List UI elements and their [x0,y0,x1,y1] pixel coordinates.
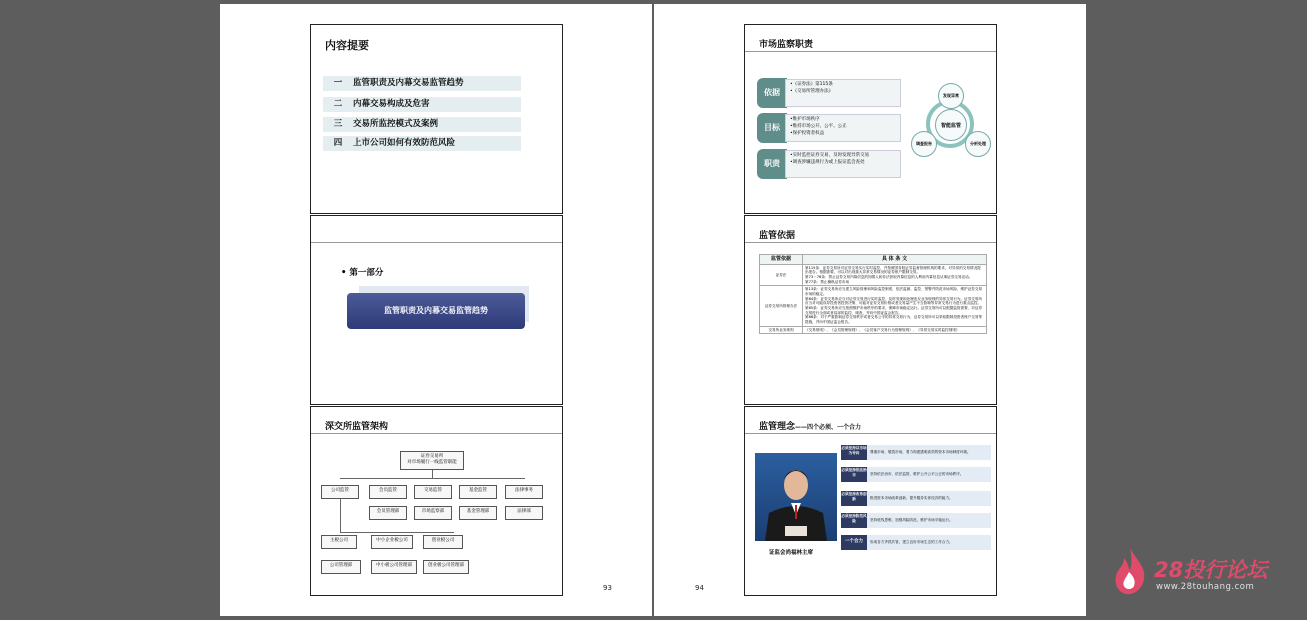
part-banner[interactable]: 监管职责及内幕交易监管趋势 [347,293,525,329]
slide-title: 监管理念——四个必须、一个合力 [759,422,862,432]
org-box: 创业板公司管理部 [423,560,469,574]
org-box: 法律事务 [505,485,543,499]
page-number: 93 [603,584,612,592]
toc-item[interactable]: 二 内幕交易构成及危害 [323,97,521,112]
connector [340,532,454,533]
title-rule [745,242,996,243]
table-row [760,286,987,326]
connector [340,478,525,479]
org-box: 中小企业板公司 [371,535,413,549]
title-rule [745,51,996,52]
concept-text: 推进资本市场改革创新，提升服务实体经济的能力。 [867,491,991,506]
org-box: 会员监管 [369,485,407,499]
slide-title: 内容提要 [325,39,369,52]
slide-part-one [310,215,563,405]
watermark-brand: 28投行论坛 [1154,558,1268,582]
concept-label: 必须坚持以市场为导向 [841,445,867,460]
org-box: 基金监管 [459,485,497,499]
column-header: 监管依据 [760,255,803,265]
desc-basis: •《证券法》第115条 •《交易所管理办法》 [785,79,901,107]
label-basis: 依据 [757,78,787,108]
concept-label: 一个合力 [841,535,867,550]
concept-label: 必须坚持防范风险 [841,513,867,528]
toc-item[interactable]: 四 上市公司如何有效防范风险 [323,136,521,151]
table-row [760,264,987,286]
org-box: 创业板公司 [423,535,463,549]
basis-cell: 证券法 [760,264,803,286]
desc-goal: •维护市场秩序 •维持市场公开、公平、公正 •保护投资者权益 [785,114,901,142]
column-header: 具 体 条 文 [803,255,987,265]
cycle-node: 分析处理 [965,131,991,157]
toc-item[interactable]: 一 监管职责及内幕交易监管趋势 [323,76,521,91]
connector [340,499,341,532]
slide-contents [310,24,563,214]
watermark [1112,544,1282,600]
concept-text: 尊重市场、敬畏市场，着力构建透明高效的资本市场制度环境。 [867,445,991,460]
cycle-node: 调查报告 [911,131,937,157]
slide-title: 深交所监管架构 [325,422,389,432]
org-root: 证券交易所 对市场履行一线监管职能 [400,451,464,470]
cycle-center: 智能监管 [935,109,967,141]
flame-logo-icon [1112,546,1148,596]
table-row [760,326,987,334]
concept-text: 形成各方齐抓共管，建立良好市场生态的工作合力。 [867,535,991,550]
concept-label: 必须坚持改革创新 [841,491,867,506]
table-header-row [760,255,987,265]
slide-title: 监管依据 [759,231,796,241]
org-box: 中小板公司管理部 [371,560,417,574]
concept-text: 坚持依法治市、依法监管，维护公开公平公正的市场秩序。 [867,467,991,482]
title-rule [745,433,996,434]
slide-duties [744,24,997,214]
basis-cell: 证券交易所管理办法 [760,286,803,326]
watermark-url: www.28touhang.com [1156,582,1255,592]
slide-regulatory-basis [744,215,997,405]
pdf-page-right [654,4,1086,616]
slide-org-chart [310,406,563,596]
basis-table [759,254,987,334]
toc-item[interactable]: 三 交易所监控模式及案例 [323,117,521,132]
slide-philosophy [744,406,997,596]
org-box: 主板公司 [321,535,357,549]
photo-caption: 证监会尚福林主席 [769,550,814,556]
org-box: 市场监察部 [414,506,452,520]
pdf-page-left [220,4,652,616]
clause-cell: 第13条：证券交易所应当建立风险管理和风险监控制度，依法监测、监控、预警并防范市场风险，维护证券交易市场的稳定。 第64条：证券交易所应当对证券交易进行实时监控，及时发现和处理违反业务规则的异常交易行为。证券交易所应当对可能误导投资者投资决策、可能对证券交易价格或者交易量产生不当影响等异常交易行为进行重点监控。 第65条：证券交易所应当按照维护市场秩序的要求，保障市场稳定运行。证券交易所可以根据监管需要，对证券交易进行全面或者局部的监控、调查，并向中国证监会报告。 第66条：对于严重影响证券交易秩序或者交易公平的异常交易行为，证券交易所可以采取限制投资者账户交易等措施，并向中国证监会报告。 [803,286,987,326]
label-goal: 目标 [757,113,787,143]
title-rule [311,242,562,243]
connector [432,470,433,478]
title-rule [311,433,562,434]
desc-duty: •实时监控证券交易，及时发现异常交易 •调查涉嫌违规行为或上报证监会查处 [785,150,901,178]
org-box: 基金管理部 [459,506,497,520]
page-number: 94 [695,584,704,592]
basis-cell: 交易所业务规则 [760,326,803,334]
org-box: 法律部 [505,506,543,520]
clause-cell: 第115条：证券交易所对证券交易实行实时监控，并按照国务院证券监督管理机构的要求，对异常的交易情况提出报告。根据需要，可以对出现重大异常交易情况的证券账户限制交易。 第73－76条：禁止证券交易内幕信息的知情人和非法获取内幕信息的人利用内幕信息从事证券交易活动。 第77条：禁止操纵证券市场 [803,264,987,286]
slide-title: 市场监察职责 [759,40,814,50]
speaker-photo [755,453,837,541]
cycle-node: 发现异常 [938,83,964,109]
org-box: 公司监管 [321,485,359,499]
concept-text: 坚持底线思维，加强风险防范，维护市场平稳运行。 [867,513,991,528]
part-label: • 第一部分 [341,268,384,278]
concept-label: 必须坚持依法治市 [841,467,867,482]
label-duty: 职责 [757,149,787,179]
org-box: 交易监管 [414,485,452,499]
org-box: 公司管理部 [321,560,361,574]
portrait-icon [755,453,837,541]
org-box: 会员管理部 [369,506,407,520]
clause-cell: 《交易规则》、《会员管理规则》、《会员客户交易行为管理规则》、《异常交易实时监控细则》 [803,326,987,334]
